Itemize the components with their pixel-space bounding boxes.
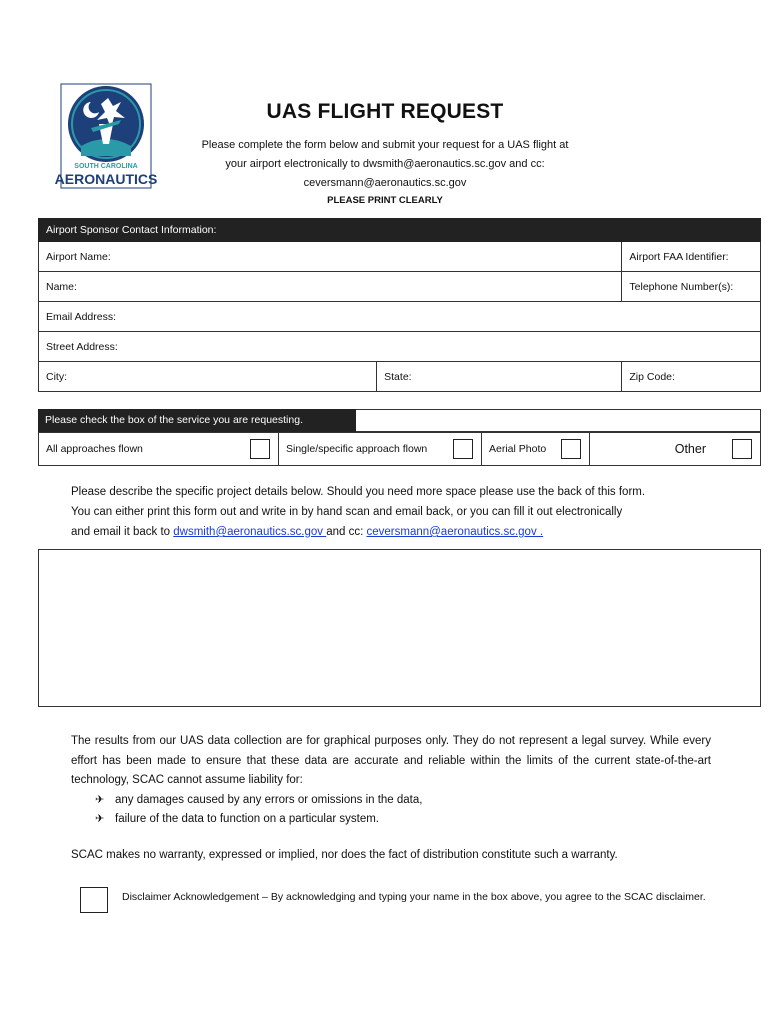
service-option-other: [597, 439, 760, 459]
email-field[interactable]: Email Address:: [39, 302, 761, 332]
service-header-frame: [356, 409, 761, 432]
sc-aeronautics-logo: [54, 84, 158, 188]
acknowledgement-text: Disclaimer Acknowledgement – By acknowledging and typing your name in the box above, you agree to the SCAC disclaimer.: [122, 891, 706, 903]
description-line-1: Please describe the specific project details below. Should you need more space please use the back of this form.: [71, 486, 646, 498]
warranty-statement: SCAC makes no warranty, expressed or implied, nor does the fact of distribution constitute such a warranty.: [71, 849, 618, 861]
state-field[interactable]: State:: [377, 362, 622, 392]
telephone-field[interactable]: Telephone Number(s):: [622, 272, 761, 302]
intro-text: [180, 136, 590, 193]
service-table: [38, 432, 761, 466]
disclaimer-bullets: [71, 791, 711, 830]
street-address-field[interactable]: Street Address:: [39, 332, 761, 362]
description-instructions: [71, 482, 711, 542]
intro-line-2: your airport electronically to dwsmith@aeronautics.sc.gov and cc:: [225, 158, 545, 170]
page-title: UAS FLIGHT REQUEST: [266, 100, 504, 123]
contact-header: Airport Sponsor Contact Information:: [39, 219, 761, 242]
description-line-3-prefix: and email it back to: [71, 526, 174, 538]
service-label-aerial-photo: Aerial Photo: [489, 443, 547, 455]
intro-line-3: ceversmann@aeronautics.sc.gov: [303, 177, 467, 189]
name-field[interactable]: Name:: [39, 272, 622, 302]
airport-faa-field[interactable]: Airport FAA Identifier:: [622, 242, 761, 272]
contact-table: [38, 218, 761, 392]
description-line-3-mid: and cc:: [326, 526, 367, 538]
airplane-icon: ✈: [95, 793, 105, 806]
service-option-single-approach: [286, 439, 481, 459]
bullet-text: any damages caused by any errors or omissions in the data,: [115, 793, 423, 806]
service-label-all-approaches: All approaches flown: [46, 443, 143, 455]
email-link-dwsmith[interactable]: dwsmith@aeronautics.sc.gov: [173, 526, 327, 538]
checkbox-all-approaches[interactable]: [250, 439, 270, 459]
list-item: [95, 791, 711, 811]
checkbox-aerial-photo[interactable]: [561, 439, 581, 459]
service-label-other: Other: [674, 442, 706, 456]
airplane-icon: ✈: [95, 813, 105, 825]
acknowledgement-checkbox[interactable]: [80, 887, 108, 913]
print-clearly-note: PLEASE PRINT CLEARLY: [327, 195, 443, 206]
zip-code-field[interactable]: Zip Code:: [622, 362, 761, 392]
city-field[interactable]: City:: [39, 362, 377, 392]
intro-line-1: Please complete the form below and submit your request for a UAS flight at: [201, 139, 569, 151]
disclaimer-paragraph: The results from our UAS data collection are for graphical purposes only. They do not represent a legal survey. While every effort has been made to ensure that these data are accurate and reliable within the limits of the current state-of-the-art technology, SCAC cannot assume liability for:: [71, 735, 711, 786]
bullet-text: failure of the data to function on a particular system.: [115, 813, 380, 825]
service-option-aerial-photo: [489, 439, 589, 459]
checkbox-single-approach[interactable]: [453, 439, 473, 459]
logo-line2: AERONAUTICS: [54, 171, 158, 187]
service-label-single-approach: Single/specific approach flown: [286, 443, 428, 455]
checkbox-other[interactable]: [732, 439, 752, 459]
service-option-all-approaches: [46, 439, 278, 459]
description-line-3: [71, 522, 711, 542]
airport-name-field[interactable]: Airport Name:: [39, 242, 622, 272]
list-item: [95, 810, 711, 830]
email-link-ceversmann[interactable]: ceversmann@aeronautics.sc.gov .: [366, 526, 544, 538]
logo-line1: SOUTH CAROLINA: [74, 163, 138, 170]
description-line-2: You can either print this form out and write in by hand scan and email back, or you can fill it out electronically: [71, 506, 623, 518]
disclaimer-section: [71, 732, 711, 830]
project-details-box[interactable]: [38, 549, 761, 707]
service-header: Please check the box of the service you are requesting.: [38, 409, 356, 432]
